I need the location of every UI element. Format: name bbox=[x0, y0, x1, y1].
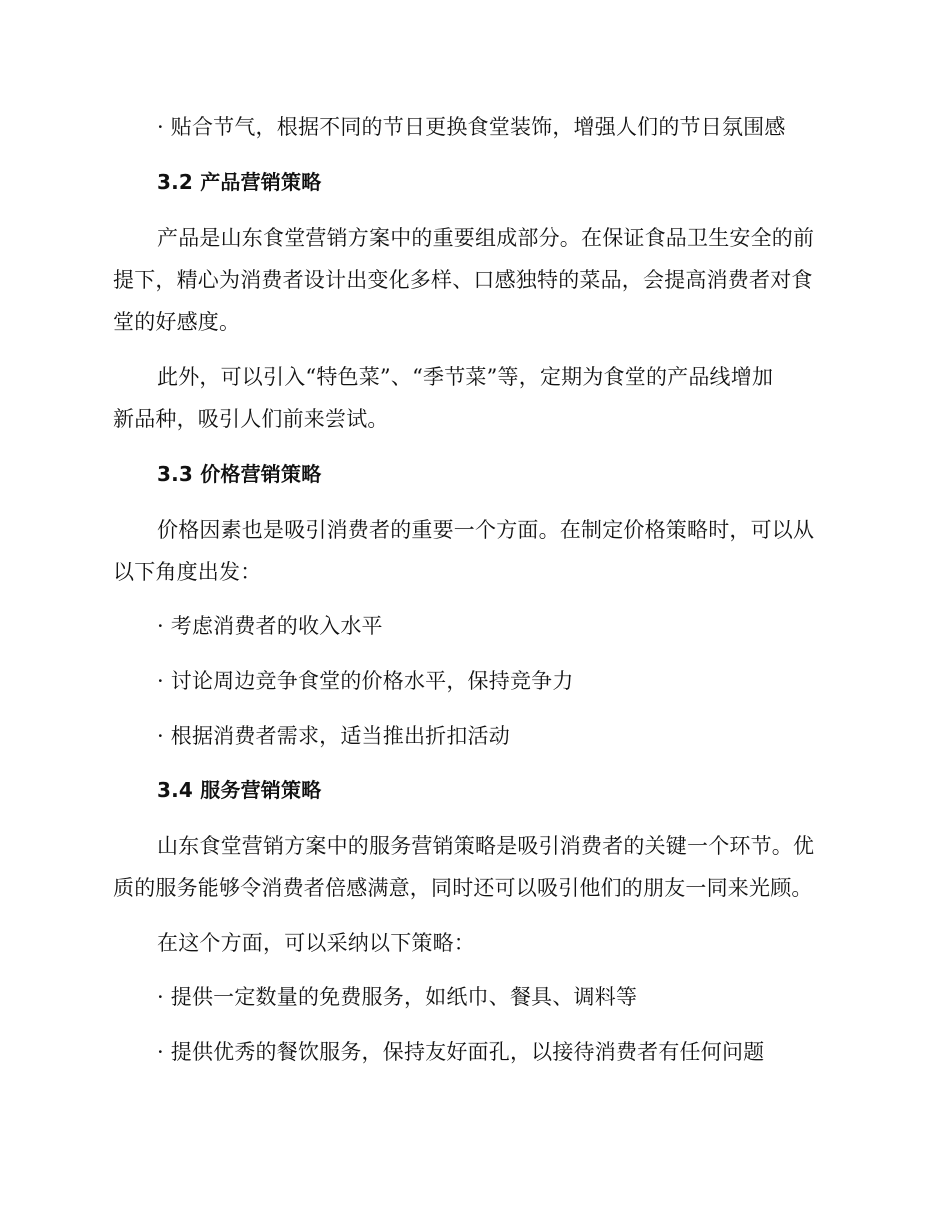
paragraph-line: 质的服务能够令消费者倍感满意，同时还可以吸引他们的朋友一同来光顾。 bbox=[113, 876, 813, 900]
paragraph-line: 在这个方面，可以采纳以下策略： bbox=[157, 931, 475, 955]
section-heading-3-4: 3.4 服务营销策略 bbox=[157, 778, 322, 802]
bullet-item: · 根据消费者需求，适当推出折扣活动 bbox=[157, 724, 510, 748]
bullet-item: · 提供一定数量的免费服务，如纸巾、餐具、调料等 bbox=[157, 985, 638, 1009]
bullet-item: · 考虑消费者的收入水平 bbox=[157, 614, 383, 638]
paragraph-line: 以下角度出发： bbox=[113, 560, 262, 584]
paragraph-line: 此外，可以引入“特色菜”、“季节菜”等，定期为食堂的产品线增加 bbox=[157, 365, 774, 389]
paragraph-line: 提下，精心为消费者设计出变化多样、口感独特的菜品，会提高消费者对食 bbox=[113, 268, 813, 292]
paragraph-line: 新品种，吸引人们前来尝试。 bbox=[113, 407, 389, 431]
bullet-item: · 讨论周边竞争食堂的价格水平，保持竞争力 bbox=[157, 669, 574, 693]
paragraph-line: 堂的好感度。 bbox=[113, 310, 241, 334]
paragraph-line: 山东食堂营销方案中的服务营销策略是吸引消费者的关键一个环节。优 bbox=[157, 834, 815, 858]
section-heading-3-3: 3.3 价格营销策略 bbox=[157, 462, 322, 486]
section-heading-3-2: 3.2 产品营销策略 bbox=[157, 170, 322, 194]
bullet-item: · 提供优秀的餐饮服务，保持友好面孔，以接待消费者有任何问题 bbox=[157, 1040, 765, 1064]
paragraph-line: 价格因素也是吸引消费者的重要一个方面。在制定价格策略时，可以从 bbox=[157, 518, 815, 542]
paragraph-line: 产品是山东食堂营销方案中的重要组成部分。在保证食品卫生安全的前 bbox=[157, 226, 815, 250]
bullet-item: · 贴合节气，根据不同的节日更换食堂装饰，增强人们的节日氛围感 bbox=[157, 115, 786, 139]
